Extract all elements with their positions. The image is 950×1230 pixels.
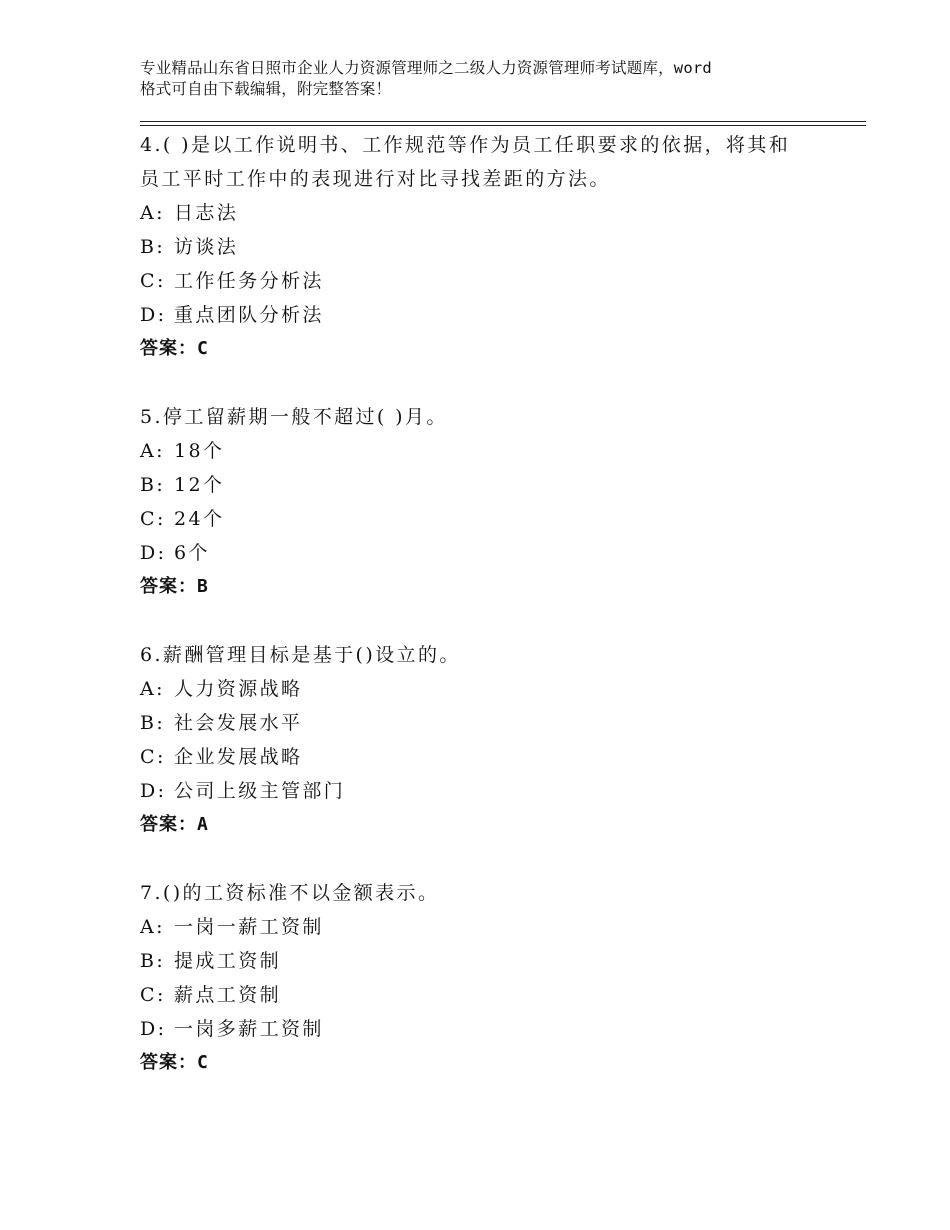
option-d — [140, 1012, 840, 1046]
question-text-line: 员工平时工作中的表现进行对比寻找差距的方法。 — [140, 168, 611, 190]
option-text: 重点团队分析法 — [174, 304, 324, 326]
option-key: D: — [140, 542, 167, 564]
option-text: 一岗多薪工资制 — [174, 1018, 324, 1040]
option-d — [140, 536, 840, 570]
option-text: 日志法 — [174, 202, 239, 224]
option-b — [140, 944, 840, 978]
option-c — [140, 978, 840, 1012]
option-a — [140, 672, 840, 706]
question-text-line: 4.( )是以工作说明书、工作规范等作为员工任职要求的依据，将其和 — [140, 134, 791, 156]
option-text: 人力资源战略 — [174, 678, 303, 700]
option-text: 薪点工资制 — [174, 984, 282, 1006]
option-b — [140, 706, 840, 740]
header-line-1: 专业精品山东省日照市企业人力资源管理师之二级人力资源管理师考试题库，word — [140, 59, 712, 77]
option-key: D: — [140, 304, 167, 326]
question-text: 5.停工留薪期一般不超过( )月。 — [140, 406, 448, 428]
document-header — [140, 58, 830, 100]
option-key: A: — [140, 440, 165, 462]
question-text: 7.()的工资标准不以金额表示。 — [140, 882, 440, 904]
option-key: D: — [140, 780, 167, 802]
option-key: A: — [140, 916, 165, 938]
option-text: 24个 — [174, 508, 225, 530]
answer-label: 答案：C — [140, 338, 209, 359]
option-key: C: — [140, 984, 166, 1006]
option-a — [140, 196, 840, 230]
option-key: C: — [140, 270, 166, 292]
option-text: 工作任务分析法 — [174, 270, 324, 292]
option-a — [140, 910, 840, 944]
question-7 — [140, 876, 840, 1080]
header-line-2: 格式可自由下载编辑，附完整答案！ — [140, 80, 392, 98]
option-text: 公司上级主管部门 — [174, 780, 346, 802]
option-b — [140, 230, 840, 264]
question-list — [140, 128, 840, 1114]
question-4 — [140, 128, 840, 366]
option-key: A: — [140, 202, 165, 224]
question-text: 6.薪酬管理目标是基于()设立的。 — [140, 644, 461, 666]
option-text: 社会发展水平 — [174, 712, 303, 734]
option-text: 12个 — [174, 474, 225, 496]
header-rule-bottom — [140, 125, 866, 126]
option-c — [140, 502, 840, 536]
answer-label: 答案：B — [140, 576, 209, 597]
option-c — [140, 264, 840, 298]
option-text: 一岗一薪工资制 — [174, 916, 324, 938]
option-text: 6个 — [174, 542, 210, 564]
option-key: A: — [140, 678, 165, 700]
question-6 — [140, 638, 840, 842]
option-key: B: — [140, 950, 166, 972]
option-d — [140, 298, 840, 332]
option-text: 企业发展战略 — [174, 746, 303, 768]
option-key: D: — [140, 1018, 167, 1040]
option-text: 18个 — [174, 440, 225, 462]
option-c — [140, 740, 840, 774]
option-key: B: — [140, 236, 166, 258]
option-a — [140, 434, 840, 468]
option-text: 访谈法 — [174, 236, 239, 258]
option-d — [140, 774, 840, 808]
option-key: B: — [140, 474, 166, 496]
header-rule-top — [140, 121, 866, 122]
answer-label: 答案：A — [140, 814, 209, 835]
option-key: B: — [140, 712, 166, 734]
question-text — [140, 128, 810, 196]
answer-label: 答案：C — [140, 1052, 209, 1073]
option-key: C: — [140, 508, 166, 530]
option-text: 提成工资制 — [174, 950, 282, 972]
option-key: C: — [140, 746, 166, 768]
question-5 — [140, 400, 840, 604]
option-b — [140, 468, 840, 502]
